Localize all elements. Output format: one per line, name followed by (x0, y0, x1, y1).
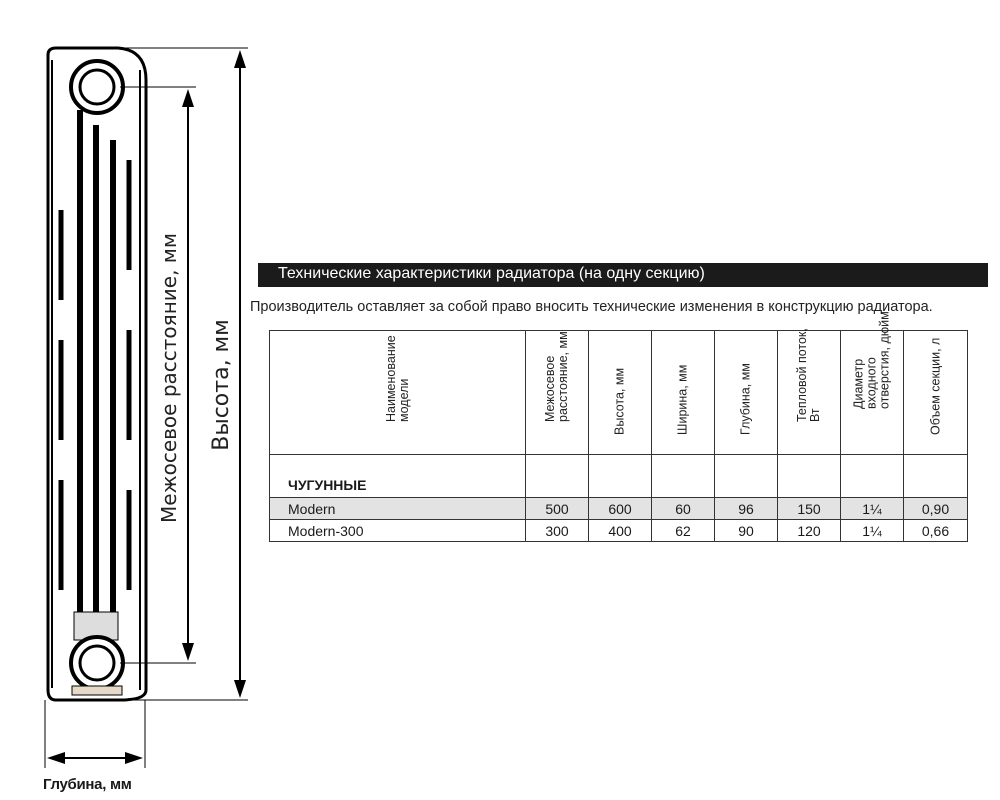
manufacturer-notice: Производитель оставляет за собой право вносить технические изменения в конструкцию радиатора. (250, 299, 933, 315)
cell-model: Modern (270, 498, 526, 520)
cell-axis: 300 (526, 520, 589, 542)
cell-depth: 96 (715, 498, 778, 520)
cell-volume: 0,90 (904, 498, 968, 520)
cell-volume: 0,66 (904, 520, 968, 542)
column-header-diameter: Диаметр входного отверстия, дюйм (841, 331, 904, 455)
column-header-depth: Глубина, мм (715, 331, 778, 455)
cell-diameter: 1¼ (841, 520, 904, 542)
table-group-row (270, 455, 968, 498)
cell-height: 400 (589, 520, 652, 542)
cell-depth: 90 (715, 520, 778, 542)
column-header-volume: Объем секции, л (904, 331, 968, 455)
cell-axis: 500 (526, 498, 589, 520)
section-title: Технические характеристики радиатора (на одну секцию) (278, 265, 705, 282)
top-nipple (71, 61, 123, 113)
height-label: Высота, мм (209, 319, 234, 451)
cell-height: 600 (589, 498, 652, 520)
table-row (270, 498, 968, 520)
group-label: ЧУГУННЫЕ (270, 455, 526, 498)
cell-heat: 150 (778, 498, 841, 520)
table-row (270, 520, 968, 542)
radiator-drawing (0, 0, 260, 800)
table-header-row (270, 331, 968, 455)
cell-model: Modern-300 (270, 520, 526, 542)
column-header-model: Наименование модели (270, 331, 526, 455)
cell-width: 62 (652, 520, 715, 542)
cell-width: 60 (652, 498, 715, 520)
cell-heat: 120 (778, 520, 841, 542)
depth-label: Глубина, мм (43, 776, 132, 793)
spec-table (269, 311, 968, 542)
section-header (258, 263, 988, 287)
column-header-height: Высота, мм (589, 331, 652, 455)
cell-diameter: 1¼ (841, 498, 904, 520)
bottom-nipple (71, 612, 123, 695)
column-header-width: Ширина, мм (652, 331, 715, 455)
column-header-heat: Тепловой поток, Вт (778, 331, 841, 455)
axis-distance-label: Межосевое расстояние, мм (157, 233, 181, 523)
depth-dimension (45, 700, 145, 768)
column-header-axis: Межосевое расстояние, мм (526, 331, 589, 455)
